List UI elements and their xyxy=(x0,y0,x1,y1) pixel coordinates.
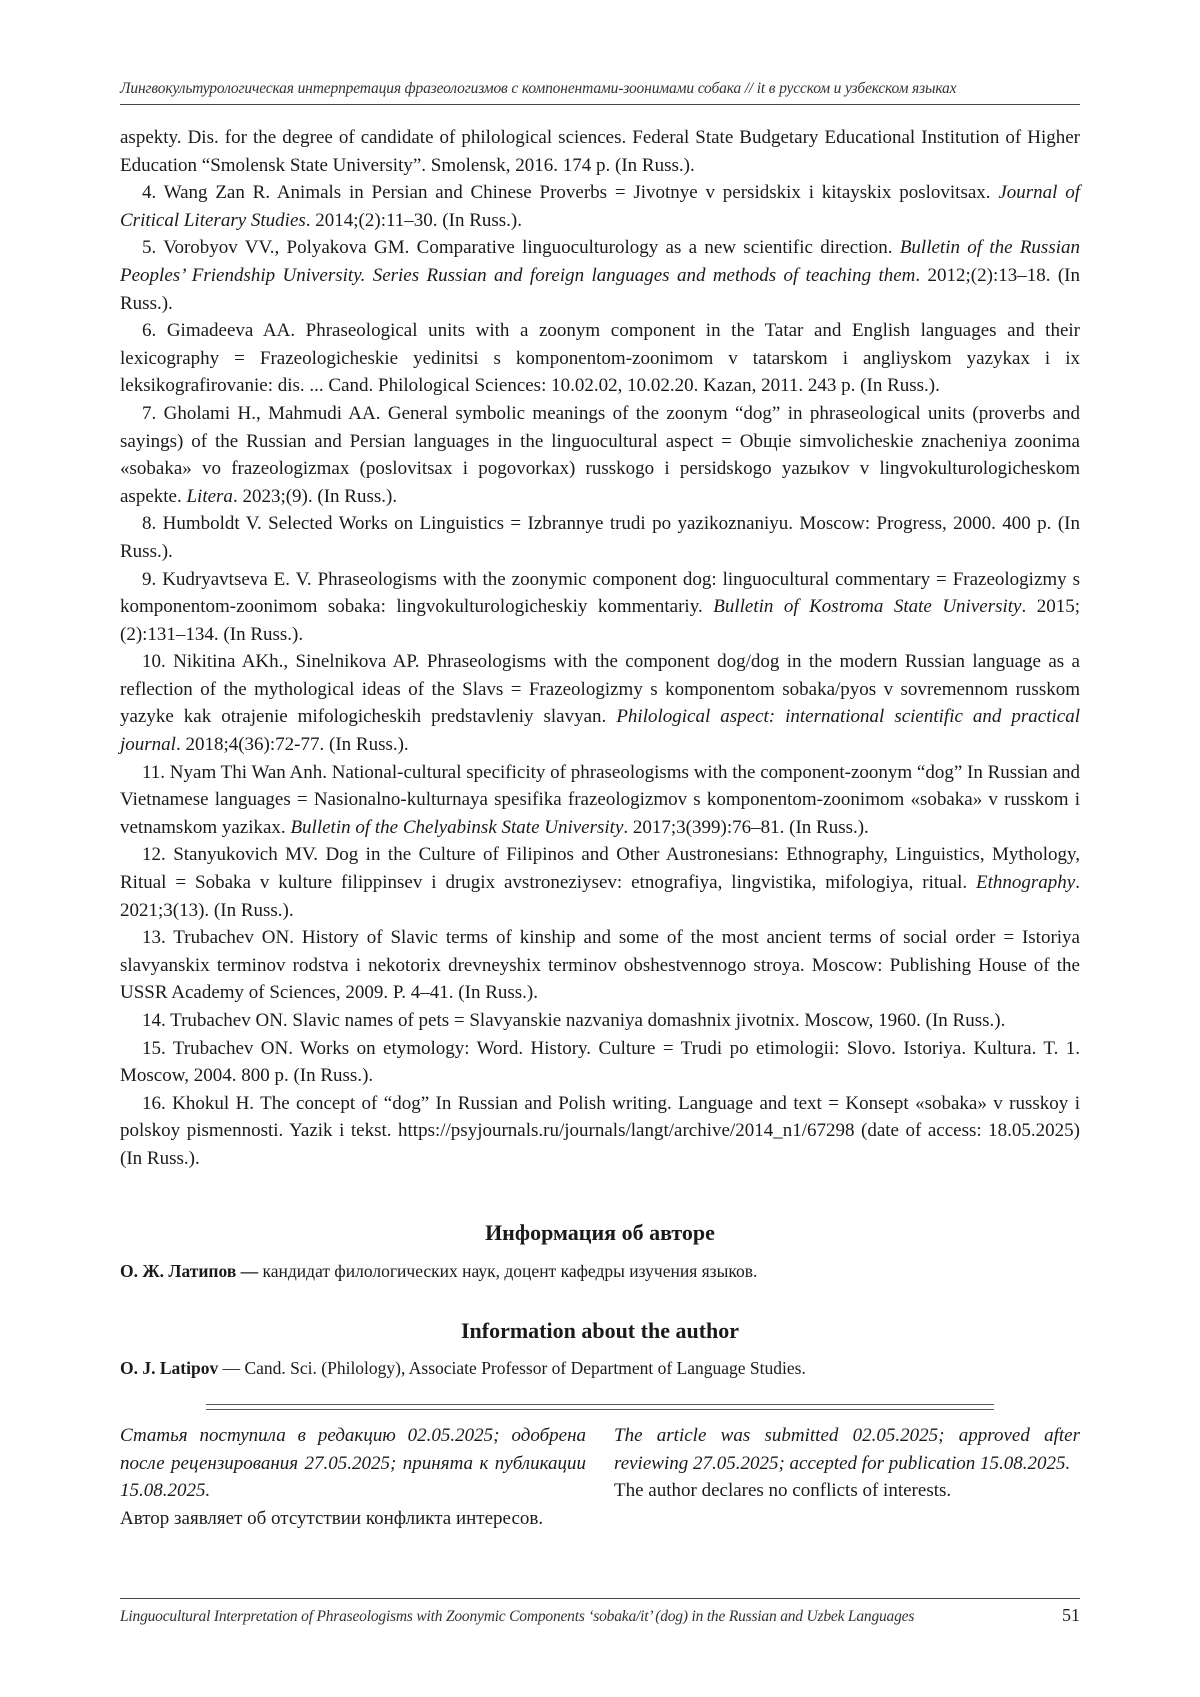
reference-item: 9. Kudryavtseva E. V. Phraseologisms with the zoonymic component dog: linguocultural commentary = Frazeologizmy s komponentom-zoonimom sobaka: lingvokulturologicheskiy kommentariy. Bulletin of Kostroma State University. 2015;(2):131–134. (In Russ.). xyxy=(120,568,1080,645)
section-divider xyxy=(206,1404,994,1410)
page-number: 51 xyxy=(1062,1605,1080,1625)
reference-item: 8. Humboldt V. Selected Works on Linguistics = Izbrannye trudi po yazikoznaniyu. Moscow: Progress, 2000. 400 p. (In Russ.). xyxy=(120,513,1080,562)
running-footer: Linguocultural Interpretation of Phraseologisms with Zoonymic Components ‘sobaka/it’ (dog) in the Russian and Uzbek Languages xyxy=(120,1608,915,1625)
reference-item: 15. Trubachev ON. Works on etymology: Word. History. Culture = Trudi po etimologii: Slovo. Istoriya. Kultura. T. 1. Moscow, 2004. 800 p. (In Russ.). xyxy=(120,1037,1080,1087)
conflict-statement-ru: Автор заявляет об отсутствии конфликта интересов. xyxy=(120,1507,544,1529)
submission-info-en xyxy=(614,1422,1080,1505)
author-info-en xyxy=(120,1358,1080,1379)
author-desc-en: — Cand. Sci. (Philology), Associate Professor of Department of Language Studies. xyxy=(218,1358,806,1378)
submission-dates-en: The article was submitted 02.05.2025; approved after reviewing 27.05.2025; accepted for publication 15.08.2025. xyxy=(614,1425,1080,1474)
reference-item: 5. Vorobyov VV., Polyakova GM. Comparative linguoculturology as a new scientific direction. Bulletin of the Russian Peoples’ Friendship University. Series Russian and foreign languages and methods of teaching them. 2012;(2):13–18. (In Russ.). xyxy=(120,237,1080,314)
reference-item: 6. Gimadeeva AA. Phraseological units with a zoonym component in the Tatar and English languages and their lexicography = Frazeologicheskie yedinitsi s komponentom-zoonimom v tatarskom i angliyskom yazykax i ix leksikografirovanie: dis. ... Cand. Philological Sciences: 10.02.02, 10.02.20. Kazan, 2011. 243 p. (In Russ.). xyxy=(120,320,1080,397)
author-desc-ru: кандидат филологических наук, доцент кафедры изучения языков. xyxy=(258,1261,758,1281)
conflict-statement-en: The author declares no conflicts of interests. xyxy=(614,1480,952,1502)
header-rule xyxy=(120,104,1080,105)
reference-item: 12. Stanyukovich MV. Dog in the Culture of Filipinos and Other Austronesians: Ethnography, Linguistics, Mythology, Ritual = Sobaka v kulture filippinsev i drugix avstroneziysev: etnografiya, lingvistika, mifologiya, ritual. Ethnography. 2021;3(13). (In Russ.). xyxy=(120,844,1080,921)
reference-item: 13. Trubachev ON. History of Slavic terms of kinship and some of the most ancient terms of social order = Istoriya slavyanskix terminov rodstva i nekotorix drevneyshix terminov obshestvennogo stroya. Moscow: Publishing House of the USSR Academy of Sciences, 2009. P. 4–41. (In Russ.). xyxy=(120,927,1080,1004)
reference-item: aspekty. Dis. for the degree of candidate of philological sciences. Federal State Budgetary Educational Institution of Higher Education “Smolensk State University”. Smolensk, 2016. 174 p. (In Russ.). xyxy=(120,127,1080,176)
reference-list xyxy=(120,124,1080,1173)
submission-info-ru xyxy=(120,1422,586,1532)
reference-item: 14. Trubachev ON. Slavic names of pets = Slavyanskie nazvaniya domashnix jivotnix. Moscow, 1960. (In Russ.). xyxy=(142,1010,1006,1031)
running-head: Лингвокультурологическая интерпретация фразеологизмов с компонентами-зоонимами собака // it в русском и узбекском языках xyxy=(120,80,957,97)
reference-item: 10. Nikitina AKh., Sinelnikova AP. Phraseologisms with the component dog/dog in the modern Russian language as a reflection of the mythological ideas of the Slavs = Frazeologizmy s komponentom sobaka/pyos v sovremennom russkom yazyke kak otrajenie mifologicheskih predstavleniy slavyan. Philological aspect: international scientific and practical journal. 2018;4(36):72-77. (In Russ.). xyxy=(120,651,1080,756)
reference-item: 16. Khokul H. The concept of “dog” In Russian and Polish writing. Language and text = Konsept «sobaka» v russkoy i polskoy pismennosti. Yazik i tekst. https://psyjournals.ru/journals/langt/archive/2014_n1/67298 (date of access: 18.05.2025) (In Russ.). xyxy=(120,1092,1080,1169)
reference-item: 7. Gholami H., Mahmudi AA. General symbolic meanings of the zoonym “dog” in phraseological units (proverbs and sayings) of the Russian and Persian languages in the linguocultural aspect = Obщie simvolicheskie znacheniya zoonima «sobaka» vo frazeologizmax (poslovitsax i pogovorkax) russkogo i persidskogo yazыkov v lingvokulturologicheskom aspekte. Litera. 2023;(9). (In Russ.). xyxy=(120,402,1080,507)
author-info-ru xyxy=(120,1261,1080,1282)
reference-item: 11. Nyam Thi Wan Anh. National-cultural specificity of phraseologisms with the component-zoonym “dog” In Russian and Vietnamese languages = Nasionalno-kulturnaya spesifika frazeologizmov s komponentom-zoonimom «sobaka» v russkom i vetnamskom yazikax. Bulletin of the Chelyabinsk State University. 2017;3(399):76–81. (In Russ.). xyxy=(120,761,1080,838)
reference-item: 4. Wang Zan R. Animals in Persian and Chinese Proverbs = Jivotnye v persidskix i kitayskix poslovitsax. Journal of Critical Literary Studies. 2014;(2):11–30. (In Russ.). xyxy=(120,182,1080,231)
author-info-title-ru: Информация об авторе xyxy=(485,1220,715,1245)
submission-dates-ru: Статья поступила в редакцию 02.05.2025; одобрена после рецензирования 27.05.2025; принята к публикации 15.08.2025. xyxy=(120,1425,586,1502)
author-name-ru: О. Ж. Латипов — xyxy=(120,1261,259,1281)
author-info-title-en: Information about the author xyxy=(460,1318,740,1343)
author-name-en: O. J. Latipov xyxy=(120,1358,219,1378)
footer-rule xyxy=(120,1598,1080,1599)
